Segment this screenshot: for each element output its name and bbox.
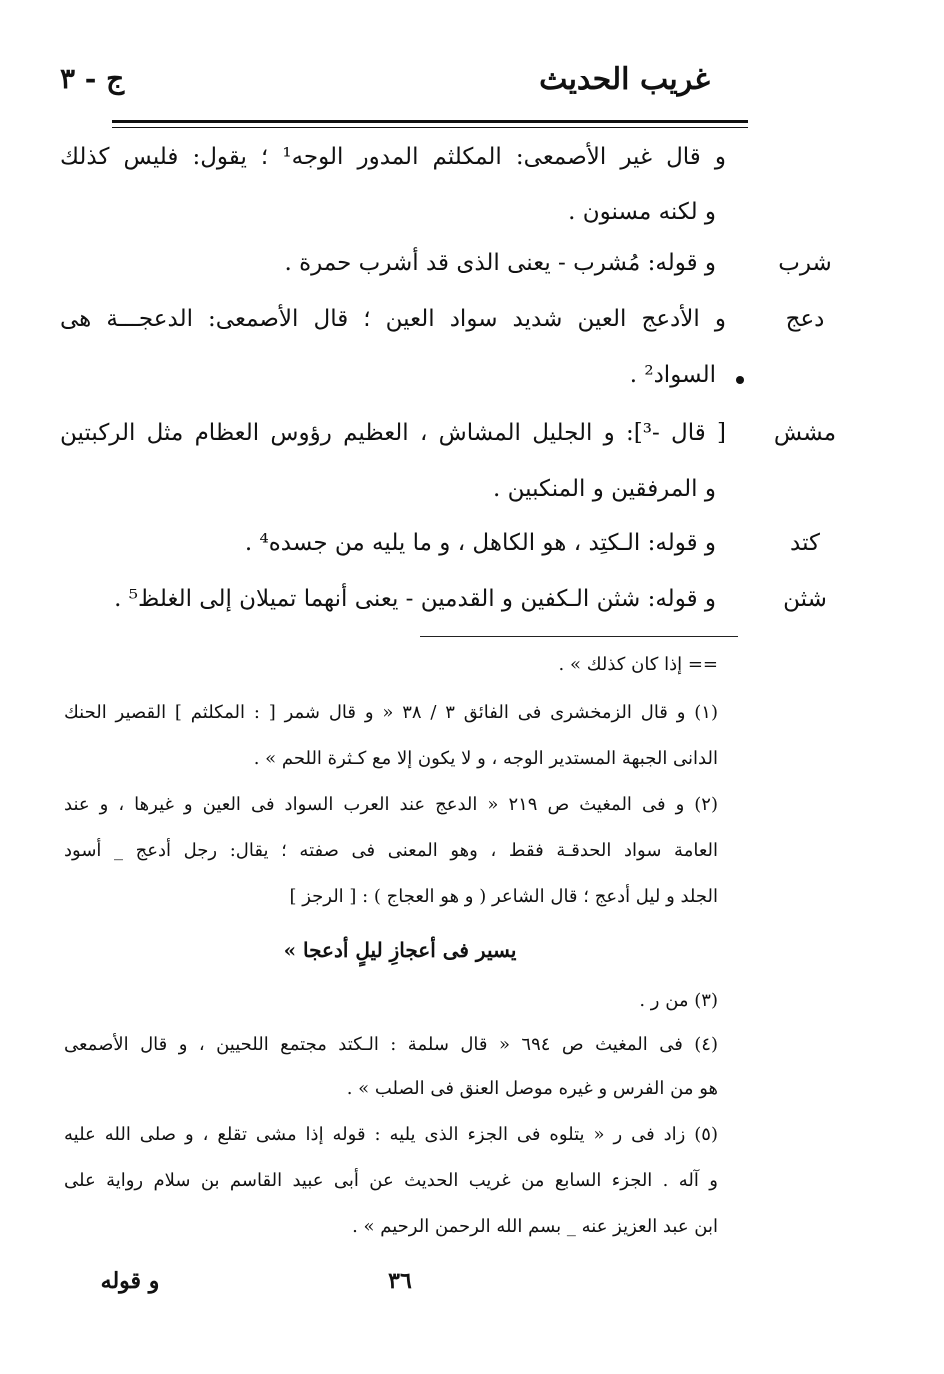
- header-rule-thick: [112, 120, 748, 123]
- header-rule-thin: [112, 127, 748, 128]
- footnote-line: الدانى الجبهة المستدير الوجه ، و لا يكون إلا مع كـثرة اللحم » .: [253, 748, 718, 769]
- main-text-line: و قال غير الأصمعى: المكلثم المدور الوجه¹ ؛ يقول: فليس كذلك: [60, 144, 726, 170]
- margin-headword: شرب: [778, 250, 832, 276]
- footnote-line: العامة سواد الحدقـة فقط ، وهو المعنى فى صفته ؛ يقال: رجل أدعج _ أسود: [64, 840, 718, 861]
- footnote-line: الجلد و ليل أدعج ؛ قال الشاعر ( و هو العجاج ) : [ الرجز ]: [289, 886, 718, 907]
- main-text-line: و المرفقين و المنكبين .: [493, 476, 716, 502]
- footnote-rule: [420, 636, 738, 637]
- footnote-line: (٣) من ر .: [639, 990, 718, 1011]
- footnote-line: == إذا كان كذلك » .: [558, 654, 718, 675]
- main-text-line: و لكنه مسنون .: [568, 199, 716, 225]
- footnote-verse: يسير فى أعجازِ ليلٍ أدعجا »: [283, 938, 517, 962]
- footnote-line: (٤) فى المغيث ص ٦٩٤ « قال سلمة : الـكتد مجتمع اللحيين ، و قال الأصمعى: [64, 1034, 718, 1055]
- marginal-dot: [736, 376, 744, 384]
- main-text-line: [ قال -³]: و الجليل المشاش ، العظيم رؤوس العظام مثل الركبتين: [60, 420, 726, 446]
- footnote-line: هو من الفرس و غيره موصل العنق فى الصلب » .: [346, 1078, 718, 1099]
- page-number: ٣٦: [388, 1268, 412, 1294]
- margin-headword: كتد: [790, 530, 820, 556]
- running-title: غريب الحديث: [539, 62, 710, 97]
- catchword: و قوله: [100, 1268, 160, 1294]
- margin-headword: شثن: [783, 586, 827, 612]
- footnote-line: (١) و قال الزمخشرى فى الفائق ٣ / ٣٨ « و قال شمر [ : المكلثم ] القصير الحنك: [64, 702, 718, 723]
- main-text-line: و قوله: الـكتِد ، هو الكاهل ، و ما يليه من جسده⁴ .: [244, 530, 716, 556]
- footnote-line: (٢) و فى المغيث ص ٢١٩ « الدعج عند العرب السواد فى العين و غيرها ، و عند: [64, 794, 718, 815]
- main-text-line: و قوله: شثن الـكفين و القدمين - يعنى أنهما تميلان إلى الغلظ⁵ .: [114, 586, 716, 612]
- volume-label: ج - ٣: [60, 62, 125, 95]
- main-text-line: و قوله: مُشرب - يعنى الذى قد أشرب حمرة .: [284, 250, 716, 276]
- footnote-line: (٥) زاد فى ر « يتلوه فى الجزء الذى يليه : قوله إذا مشى تقلع ، و صلى الله عليه: [64, 1124, 718, 1145]
- main-text-line: السواد² .: [629, 362, 716, 388]
- main-text-line: و الأدعج العين شديد سواد العين ؛ قال الأصمعى: الدعجـــة هى: [60, 306, 726, 332]
- footnote-line: و آله . الجزء السابع من غريب الحديث عن أبى عبيد القاسم بن سلام رواية على: [64, 1170, 718, 1191]
- margin-headword: دعج: [785, 306, 825, 332]
- margin-headword: مشش: [773, 420, 837, 446]
- footnote-line: ابن عبد العزيز عنه _ بسم الله الرحمن الرحيم » .: [352, 1216, 718, 1237]
